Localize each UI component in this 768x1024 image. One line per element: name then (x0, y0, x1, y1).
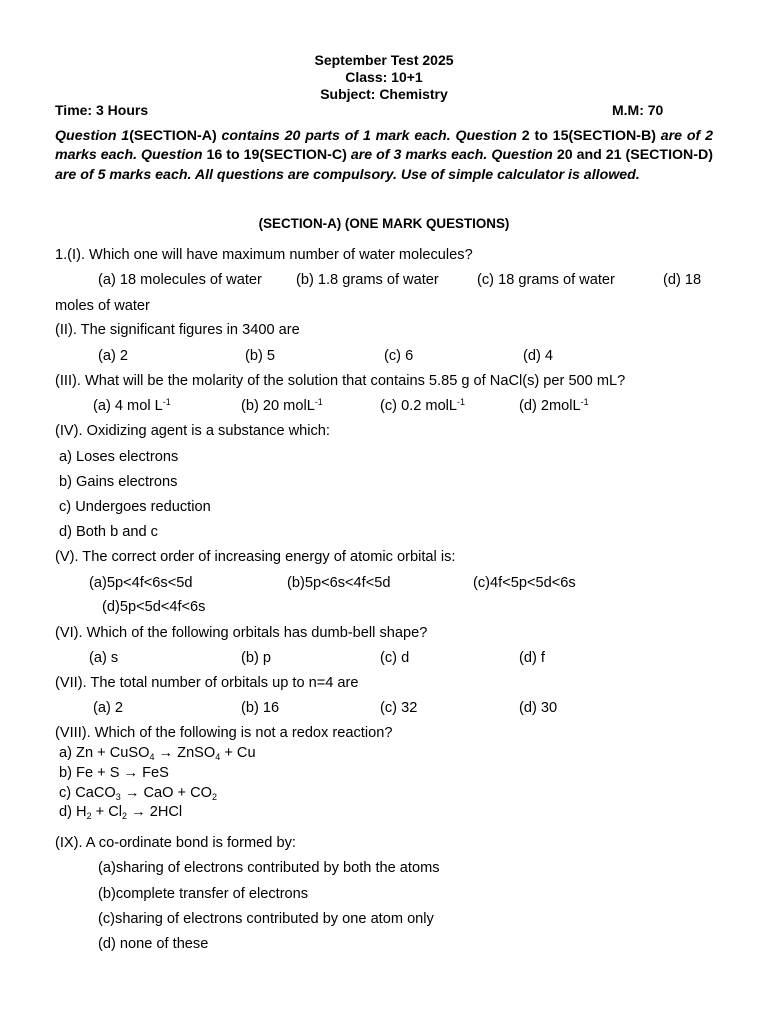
q8-c-part1: c) CaCO (59, 785, 116, 801)
q2-option-c: (c) 6 (384, 348, 414, 364)
q4-option-b: b) Gains electrons (59, 474, 178, 490)
q3-option-a-sup: -1 (162, 397, 171, 407)
q9-option-d: (d) none of these (98, 936, 209, 952)
time-label: Time: 3 Hours (55, 102, 149, 118)
q8-c-part2: → CaO + CO (120, 785, 213, 801)
instr-part8: 20 and 21 (SECTION-D) (556, 147, 713, 164)
q1-option-d: (d) 18 (663, 272, 702, 288)
q3-option-d-sup: -1 (580, 397, 589, 407)
q9-option-a: (a)sharing of electrons contributed by both the atoms (98, 860, 440, 876)
q8-c-sub2: 2 (212, 792, 218, 802)
q5-option-a: (a)5p<4f<6s<5d (89, 575, 193, 591)
q6-option-d: (d) f (519, 650, 545, 666)
instr-part6: 16 to 19(SECTION-C) (206, 147, 347, 164)
q8-d-part2: + Cl (91, 804, 123, 820)
question-9: (IX). A co-ordinate bond is formed by: (55, 835, 296, 851)
instr-part5: are of 2 marks each. Question (55, 128, 713, 164)
q8-a-part2: → ZnSO (154, 745, 216, 761)
q3-option-d (519, 397, 589, 415)
q5-option-b: (b)5p<6s<4f<5d (287, 575, 391, 591)
question-5: (V). The correct order of increasing energy of atomic orbital is: (55, 549, 456, 565)
q8-a-part3: + Cu (220, 745, 256, 761)
q1-option-d-continued: moles of water (55, 298, 150, 314)
q3-option-d-text: (d) 2molL (519, 398, 581, 414)
question-8: (VIII). Which of the following is not a redox reaction? (55, 725, 393, 741)
q8-a-sub1: 4 (149, 752, 155, 762)
instr-part3: contains 20 parts of 1 mark each. Question (216, 128, 522, 144)
q7-option-a: (a) 2 (93, 700, 124, 716)
q7-option-b: (b) 16 (241, 700, 280, 716)
q6-option-c: (c) d (380, 650, 410, 666)
question-2: (II). The significant figures in 3400 are (55, 322, 300, 338)
q3-option-c (380, 397, 465, 415)
q7-option-d: (d) 30 (519, 700, 558, 716)
instr-part7: are of 3 marks each. Question (346, 147, 557, 164)
instr-part4: 2 to 15(SECTION-B) (521, 128, 656, 144)
q3-option-c-text: (c) 0.2 molL (380, 398, 458, 414)
instr-part9: are of 5 marks each. All questions are compulsory. Use of simple calculator is allowed. (55, 166, 640, 183)
subject-label: Subject: Chemistry (320, 86, 448, 102)
instr-part1: Question 1 (55, 128, 130, 144)
q8-a-part1: a) Zn + CuSO (59, 745, 150, 761)
question-7: (VII). The total number of orbitals up to n=4 are (55, 675, 359, 691)
q6-option-b: (b) p (241, 650, 272, 666)
q5-option-d: (d)5p<5d<4f<6s (102, 599, 206, 615)
q1-option-a: (a) 18 molecules of water (98, 272, 262, 288)
q9-option-b: (b)complete transfer of electrons (98, 886, 309, 902)
q7-option-c: (c) 32 (380, 700, 418, 716)
q3-option-b-sup: -1 (314, 397, 323, 407)
q3-option-a-text: (a) 4 mol L (93, 398, 163, 414)
question-4: (IV). Oxidizing agent is a substance which: (55, 423, 330, 439)
q3-option-c-sup: -1 (457, 397, 466, 407)
q1-option-c: (c) 18 grams of water (477, 272, 615, 288)
question-6: (VI). Which of the following orbitals has dumb-bell shape? (55, 625, 428, 641)
question-1: 1.(I). Which one will have maximum number of water molecules? (55, 247, 473, 263)
instr-part2: (SECTION-A) (129, 128, 217, 144)
q3-option-b-text: (b) 20 molL (241, 398, 315, 414)
instructions (55, 127, 713, 185)
q8-option-d (59, 803, 182, 821)
q8-d-sub2: 2 (122, 811, 128, 821)
q8-option-b: b) Fe + S → FeS (59, 765, 169, 781)
q4-option-c: c) Undergoes reduction (59, 499, 211, 515)
q5-option-c: (c)4f<5p<5d<6s (473, 575, 576, 591)
q2-option-b: (b) 5 (245, 348, 276, 364)
test-title: September Test 2025 (314, 52, 454, 68)
q8-c-sub1: 3 (115, 792, 121, 802)
q6-option-a: (a) s (89, 650, 119, 666)
q8-option-a (59, 744, 256, 762)
q3-option-b (241, 397, 323, 415)
section-a-heading: (SECTION-A) (ONE MARK QUESTIONS) (258, 216, 510, 231)
q1-option-b: (b) 1.8 grams of water (296, 272, 439, 288)
q8-d-part1: d) H (59, 804, 87, 820)
q8-d-sub1: 2 (86, 811, 92, 821)
q3-option-a (93, 397, 171, 415)
q2-option-d: (d) 4 (523, 348, 554, 364)
q8-d-part3: → 2HCl (127, 804, 183, 820)
max-marks-label: M.M: 70 (612, 102, 664, 118)
class-label: Class: 10+1 (345, 69, 423, 85)
q8-a-sub2: 4 (215, 752, 221, 762)
q2-option-a: (a) 2 (98, 348, 129, 364)
q8-option-c (59, 784, 217, 802)
question-3: (III). What will be the molarity of the solution that contains 5.85 g of NaCl(s) per 500 mL? (55, 373, 626, 389)
q4-option-d: d) Both b and c (59, 524, 158, 540)
q4-option-a: a) Loses electrons (59, 449, 179, 465)
q9-option-c: (c)sharing of electrons contributed by one atom only (98, 911, 434, 927)
